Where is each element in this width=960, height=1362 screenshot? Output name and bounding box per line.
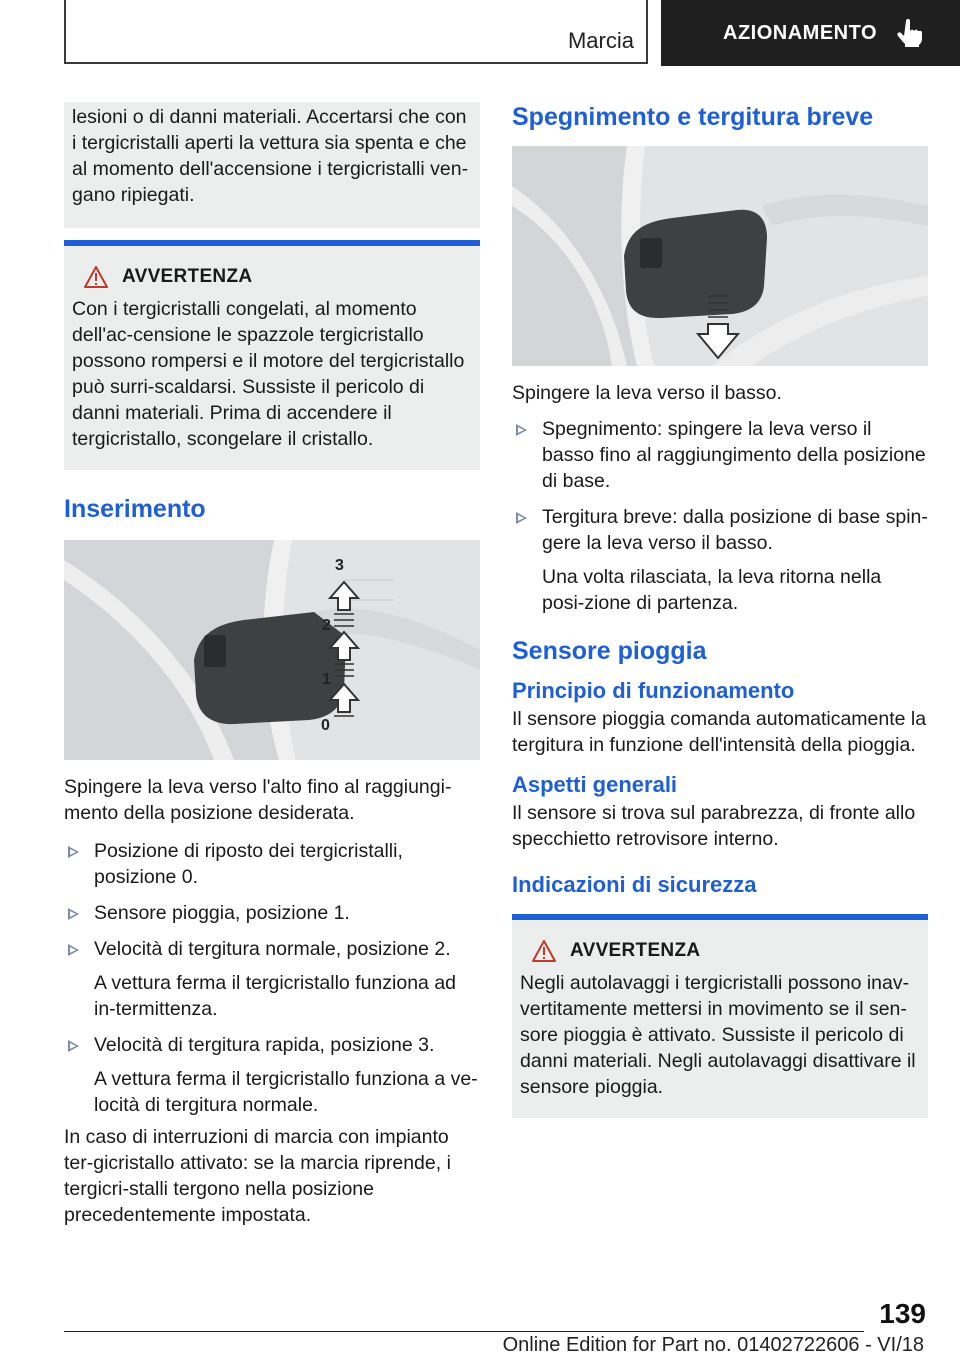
position-label-0: 0	[321, 717, 330, 734]
warning-triangle-icon	[532, 940, 556, 962]
closing-paragraph: In caso di interruzioni di marcia con impianto ter-gicristallo attivato: se la marcia riprende, i tergicri-stalli tergono nella posizione precedentemente impostata.	[64, 1126, 451, 1226]
general-text: Il sensore si trova sul parabrezza, di fronte allo specchietto retrovisore interno.	[512, 802, 916, 850]
header-chapter-tab	[661, 0, 960, 66]
warning-title: AVVERTENZA	[570, 940, 701, 961]
list-item: Tergitura breve: dalla posizione di base spin-gere la leva verso il basso. Una volta rilasciata, la leva ritorna nella posi-zione di partenza.	[512, 504, 928, 616]
principle-text: Il sensore pioggia comanda automaticamente la tergitura in funzione dell'intensità della pioggia.	[512, 708, 927, 756]
warning-triangle-icon	[84, 266, 108, 288]
list-item: Sensore pioggia, posizione 1.	[64, 900, 480, 926]
list-item-note: Una volta rilasciata, la leva ritorna nella posi-zione di partenza.	[542, 566, 882, 614]
caption-spegnimento: Spingere la leva verso il basso.	[512, 382, 782, 404]
position-label-2: 2	[322, 617, 331, 634]
intro-text: lesioni o di danni materiali. Accertarsi che con i tergicristalli aperti la vettura sia spenta e che al momento dell'accensione i tergicristalli ven-gano ripiegati.	[72, 106, 469, 206]
hand-pointer-icon	[897, 19, 923, 47]
position-label-3: 3	[335, 557, 344, 574]
warning-text: Negli autolavaggi i tergicristalli possono inav-vertitamente mettersi in movimento se il sen-sore pioggia è attivato. Sussiste il pericolo di danni materiali. Negli autolavaggi disattivare il sensore pioggia.	[520, 972, 916, 1098]
section-title-inserimento: Inserimento	[64, 495, 206, 523]
footer-edition: Online Edition for Part no. 01402722606 - VI/18	[502, 1334, 924, 1356]
list-item: Velocità di tergitura rapida, posizione 3. A vettura ferma il tergicristallo funziona a ve-locità di tergitura normale.	[64, 1032, 480, 1118]
list-item: Velocità di tergitura normale, posizione 2. A vettura ferma il tergicristallo funziona ad in-termittenza.	[64, 936, 480, 1022]
warning-box	[512, 914, 928, 1118]
subsection-title-aspetti: Aspetti generali	[512, 772, 678, 797]
list-item: Posizione di riposto dei tergicristalli, posizione 0.	[64, 838, 480, 890]
subsection-title-principio: Principio di funzionamento	[512, 678, 795, 703]
warning-title: AVVERTENZA	[122, 266, 253, 287]
intro-box	[64, 102, 480, 228]
position-list	[64, 838, 480, 1118]
wiper-lever-down-image	[512, 146, 928, 366]
right-column	[512, 102, 928, 1118]
caption-inserimento: Spingere la leva verso l'alto fino al raggiungi-mento della posizione desiderata.	[64, 776, 452, 824]
list-item-note: A vettura ferma il tergicristallo funziona a ve-locità di tergitura normale.	[94, 1068, 478, 1116]
off-list	[512, 416, 928, 616]
subsection-title-sicurezza: Indicazioni di sicurezza	[512, 872, 757, 897]
header-chapter-title: AZIONAMENTO	[723, 21, 878, 44]
header-section-title: Marcia	[567, 28, 634, 53]
section-title-sensore: Sensore pioggia	[512, 637, 707, 665]
list-item: Spegnimento: spingere la leva verso il basso fino al raggiungimento della posizione di base.	[512, 416, 928, 494]
section-title-spegnimento: Spegnimento e tergitura breve	[512, 103, 874, 131]
warning-text: Con i tergicristalli congelati, al momento dell'ac-censione le spazzole tergicristallo possono rompersi e il motore del tergicristallo può surri-scaldarsi. Sussiste il pericolo di danni materiali. Prima di accendere il tergicristallo, scongelare il cristallo.	[72, 298, 465, 450]
footer-divider	[64, 1331, 864, 1332]
wiper-lever-up-image	[64, 540, 480, 760]
left-column	[64, 102, 480, 1228]
position-label-1: 1	[322, 671, 331, 688]
page-number: 139	[879, 1298, 926, 1329]
list-item-note: A vettura ferma il tergicristallo funziona ad in-termittenza.	[94, 972, 457, 1020]
header-frame	[64, 0, 648, 64]
warning-box	[64, 240, 480, 470]
